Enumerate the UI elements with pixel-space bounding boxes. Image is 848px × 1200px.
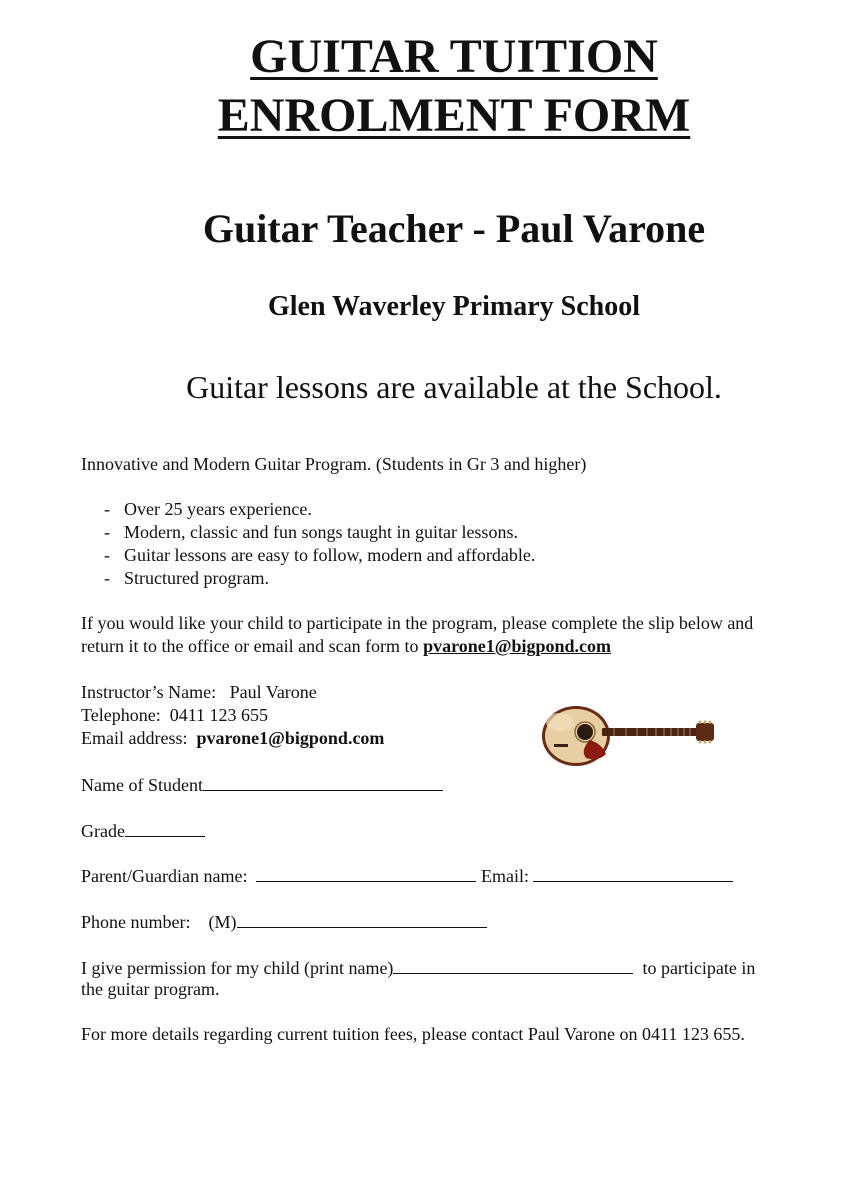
phone-number-label: Phone number: [81, 912, 191, 932]
list-item: - Modern, classic and fun songs taught in guitar lessons. [104, 522, 518, 542]
phone-mobile-prefix: (M) [208, 912, 237, 932]
email-value[interactable]: pvarone1@bigpond.com [196, 728, 385, 748]
availability-statement: Guitar lessons are available at the School. [186, 369, 722, 405]
instructor-name-value: Paul Varone [229, 682, 317, 702]
instructions-line-1: If you would like your child to participate in the program, please complete the slip below and [81, 613, 754, 633]
permission-line-2: the guitar program. [81, 979, 220, 999]
instructions-line-2: return it to the office or email and scan form to pvarone1@bigpond.com [81, 636, 612, 656]
parent-name-field[interactable] [256, 863, 476, 882]
student-name-field[interactable] [203, 772, 443, 791]
features-list [104, 498, 535, 590]
email-label: Email address: [81, 728, 188, 748]
list-item: - Over 25 years experience. [104, 499, 312, 519]
instructor-name-row [81, 681, 317, 704]
grade-field[interactable] [125, 818, 205, 837]
instructor-name-label: Instructor’s Name: [81, 682, 217, 702]
grade-label: Grade [81, 821, 125, 841]
list-item: - Guitar lessons are easy to follow, modern and affordable. [104, 545, 536, 565]
teacher-heading: Guitar Teacher - Paul Varone [202, 206, 706, 251]
program-description: Innovative and Modern Guitar Program. (Students in Gr 3 and higher) [81, 454, 587, 474]
telephone-value: 0411 123 655 [169, 705, 269, 725]
parent-email-field[interactable] [533, 863, 733, 882]
school-heading: Glen Waverley Primary School [268, 291, 640, 322]
phone-number-field[interactable] [237, 909, 487, 928]
telephone-label: Telephone: [81, 705, 161, 725]
student-name-row [81, 772, 443, 797]
fees-note: For more details regarding current tuition fees, please contact Paul Varone on 0411 123 655. [81, 1024, 745, 1044]
parent-row [81, 863, 733, 888]
list-item: - Structured program. [104, 568, 269, 588]
acoustic-guitar-icon [540, 692, 716, 770]
child-print-name-field[interactable] [393, 955, 633, 974]
parent-email-label: Email: [480, 866, 529, 886]
telephone-row [81, 704, 268, 727]
title-line-2: ENROLMENT FORM [217, 89, 691, 142]
student-name-label: Name of Student [81, 775, 203, 795]
phone-row [81, 909, 487, 934]
permission-line-1: I give permission for my child (print name) to participate in [81, 955, 755, 980]
grade-row [81, 818, 205, 843]
title-line-1: GUITAR TUITION [250, 30, 658, 83]
instructions-email-link[interactable]: pvarone1@bigpond.com [423, 636, 612, 656]
parent-name-label: Parent/Guardian name: [81, 866, 248, 886]
email-row [81, 727, 384, 750]
